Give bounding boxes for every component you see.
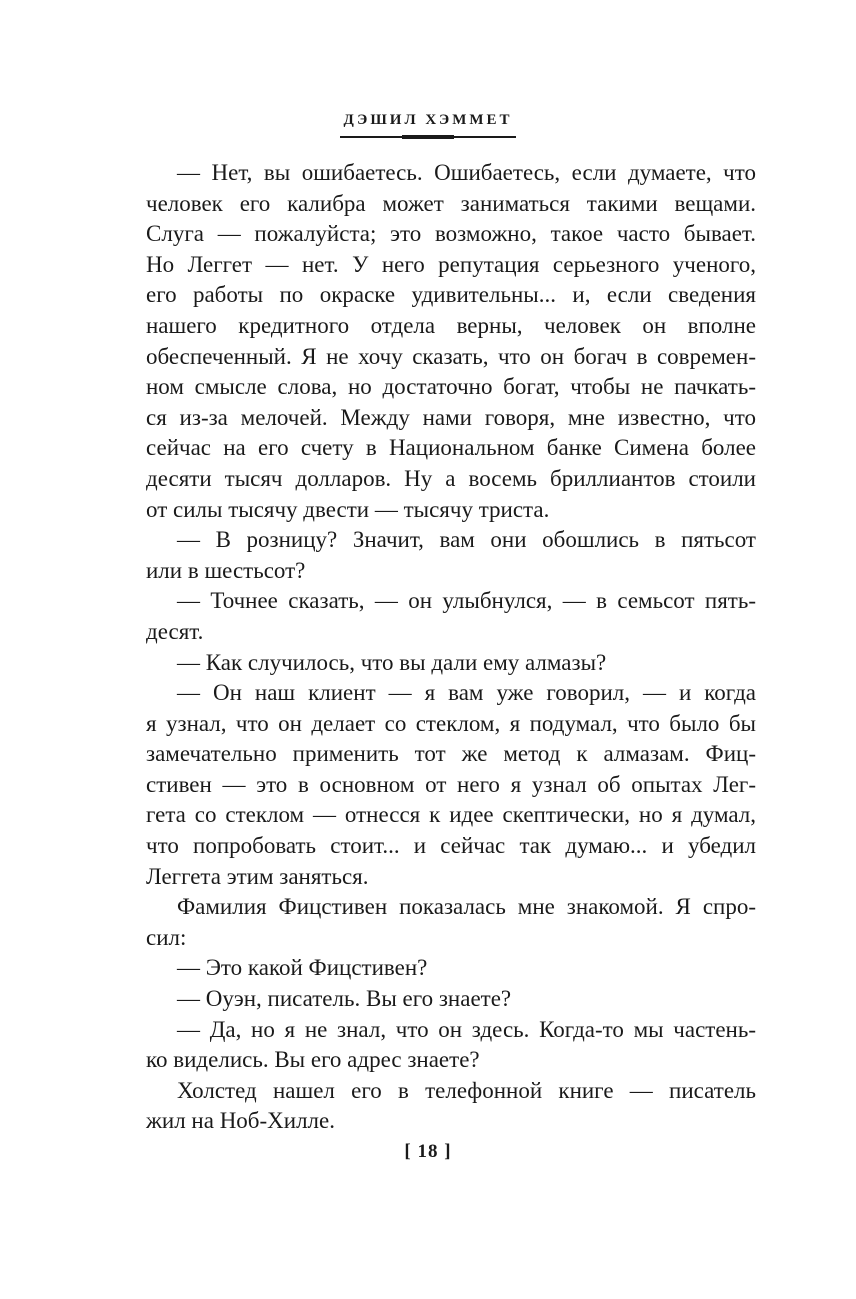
text-line: — Точнее сказать, — он улыбнулся, — в семьсот пять- [177, 588, 756, 614]
text-line: Слуга — пожалуйста; это возможно, такое часто бывает. [146, 221, 756, 247]
header-rule [340, 136, 516, 138]
text-line: Холстед нашел его в телефонной книге — писатель [177, 1077, 756, 1103]
text-line: — Это какой Фицстивен? [177, 955, 428, 981]
text-line: замечательно применить тот же метод к алмазам. Фиц- [146, 741, 756, 767]
text-line: нашего кредитного отдела верны, человек он вполне [146, 312, 756, 338]
text-line: обеспеченный. Я не хочу сказать, что он богач в современ- [146, 343, 756, 369]
text-line: сил: [146, 924, 187, 950]
page-number: [ 18 ] [404, 1141, 452, 1162]
text-line: — Да, но я не знал, что он здесь. Когда-то мы частень- [177, 1016, 756, 1042]
text-line: или в шестьсот? [146, 557, 306, 583]
text-line: — Как случилось, что вы дали ему алмазы? [177, 649, 607, 675]
text-line: ко виделись. Вы его адрес знаете? [146, 1047, 480, 1073]
text-line: — Нет, вы ошибаетесь. Ошибаетесь, если думаете, что [177, 160, 756, 185]
text-line: — Он наш клиент — я вам уже говорил, — и когда [177, 680, 756, 706]
text-line: Фамилия Фицстивен показалась мне знакомой. Я спро- [177, 894, 756, 920]
text-line: стивен — это в основном от него я узнал об опытах Лег- [146, 771, 756, 797]
text-line: я узнал, что он делает со стеклом, я подумал, что было бы [146, 710, 756, 736]
body-text [146, 158, 756, 1137]
page-header [0, 110, 856, 138]
text-line: от силы тысячу двести — тысячу триста. [146, 496, 550, 522]
text-line: человек его калибра может заниматься такими вещами. [146, 190, 756, 216]
text-line: десяти тысяч долларов. Ну а восемь бриллиантов стоили [146, 465, 756, 491]
text-line: — Оуэн, писатель. Вы его знаете? [177, 986, 512, 1012]
text-line: что попробовать стоит... и сейчас так думаю... и убедил [146, 833, 756, 859]
text-line: Но Леггет — нет. У него репутация серьезного ученого, [146, 251, 756, 277]
text-line: сейчас на его счету в Национальном банке Симена более [146, 435, 756, 461]
text-line: — В розницу? Значит, вам они обошлись в пятьсот [177, 527, 756, 553]
text-line: жил на Ноб-Хилле. [146, 1108, 335, 1134]
text-line: десят. [146, 618, 204, 644]
running-head-author: ДЭШИЛ ХЭММЕТ [343, 112, 513, 128]
text-line: его работы по окраске удивительны... и, если сведения [146, 282, 756, 308]
text-line: ном смысле слова, но достаточно богат, чтобы не пачкать- [146, 374, 756, 400]
text-line: ся из-за мелочей. Между нами говоря, мне известно, что [146, 404, 756, 430]
text-line: Леггета этим заняться. [146, 863, 369, 889]
text-line: гета со стеклом — отнесся к идее скептически, но я думал, [146, 802, 756, 828]
